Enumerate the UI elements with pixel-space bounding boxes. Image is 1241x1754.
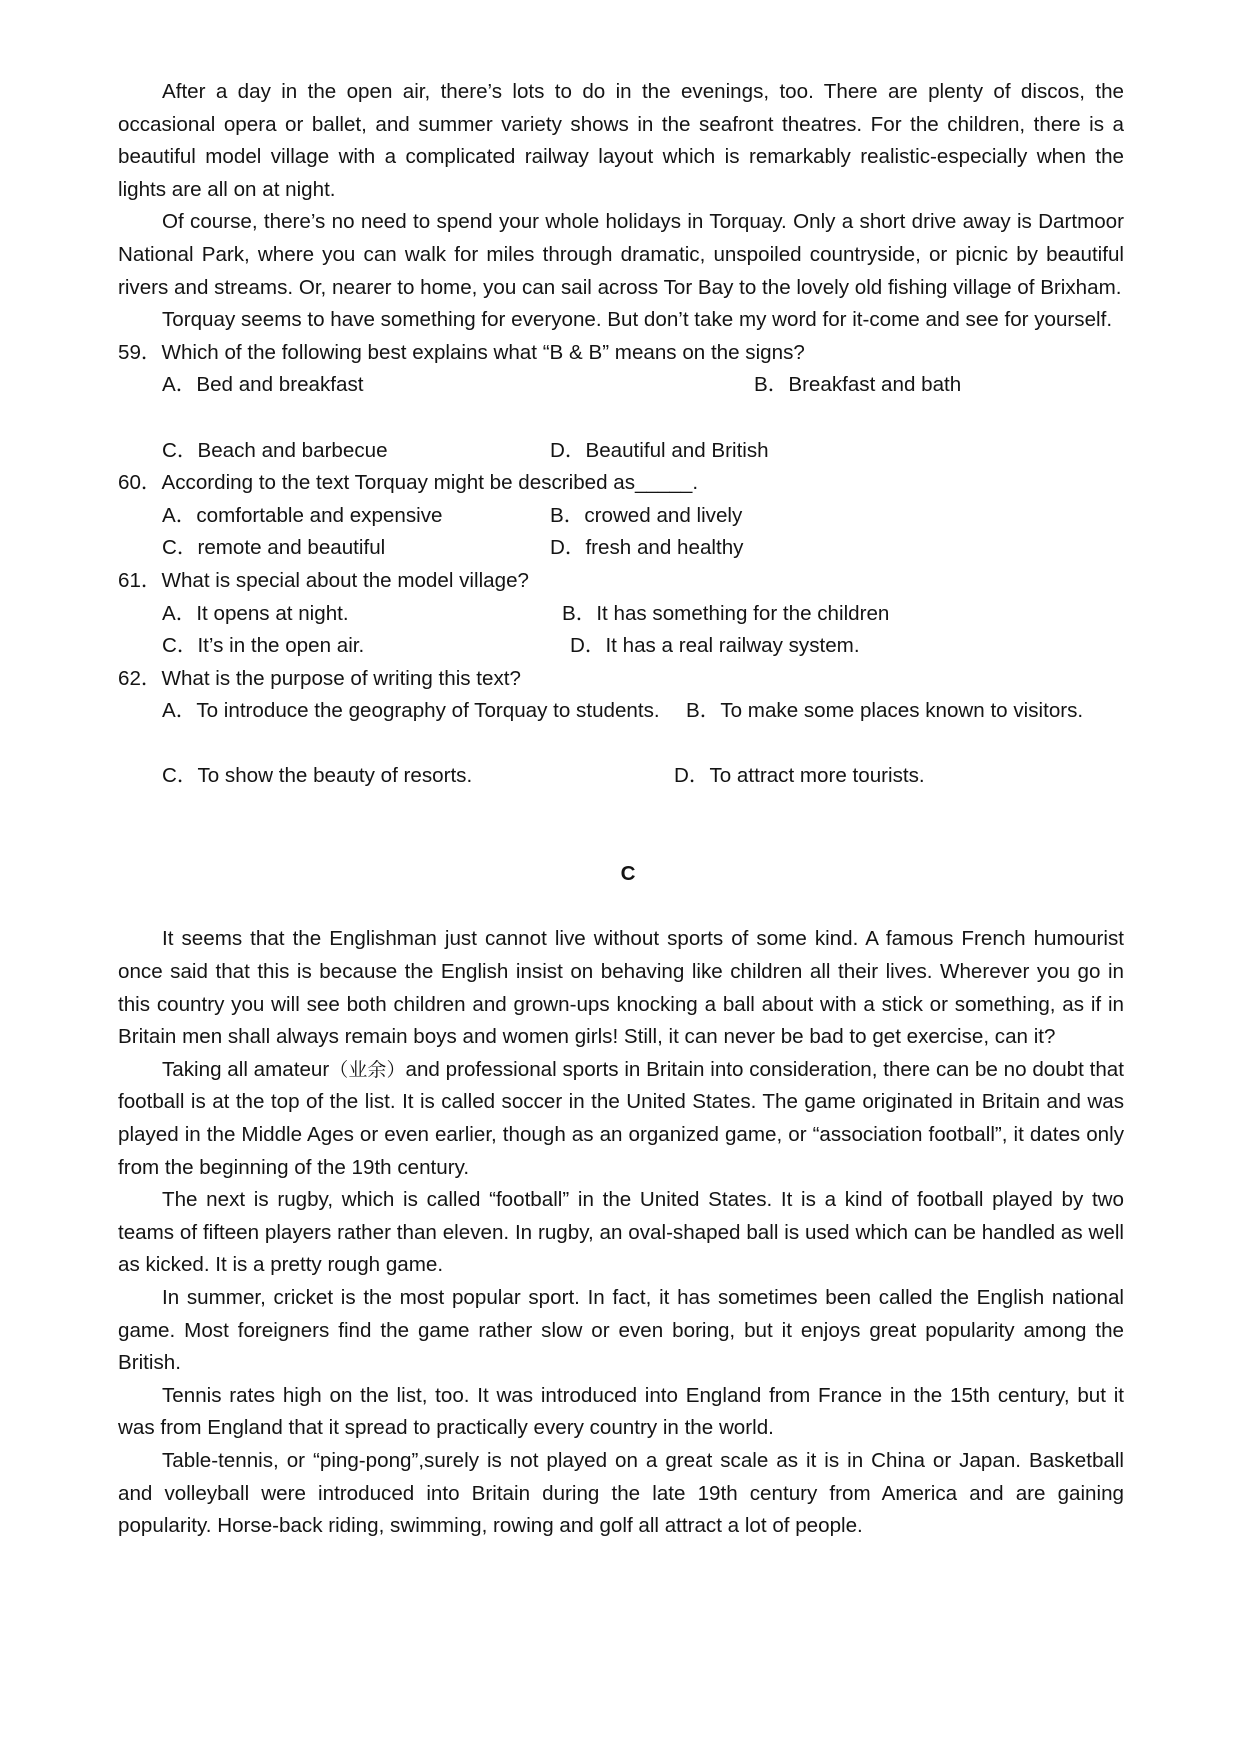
text-run: and professional sports in Britain into consideration, there can be no doubt that football is at the top of the list. It is called soccer in the United States. The game originated in Britain and was played in the Middle Ages or even earlier, though as an organized game, or “association football”, it dates only from the beginning of the 19th century. [118,1057,1124,1179]
question-number: 59． [118,340,162,364]
paragraph-englishman-sports: It seems that the Englishman just cannot live without sports of some kind. A famous French humourist once said that this is because the English insist on behaving like children all their lives. Wherever you go in this country you will see both children and grown-ups knocking a ball about with a stick or something, as if in Britain men shall always remain boys and women girls! Still, it can never be bad to get exercise, can it? [118,927,1124,1049]
question-number: 60． [118,471,162,495]
option-b[interactable]: B．crowed and lively [550,503,743,527]
option-a[interactable]: A．comfortable and expensive [162,503,443,527]
option-a[interactable]: A．It opens at night. [162,601,349,625]
question-62 [118,663,1124,793]
spacer [118,891,1124,924]
option-b[interactable]: B．It has something for the children [562,601,890,625]
question-number: 61． [118,568,162,592]
options-row-cd [118,435,1124,468]
option-c[interactable]: C．It’s in the open air. [162,634,365,658]
paragraph-tennis: Tennis rates high on the list, too. It was introduced into England from France in the 15th century, but it was from England that it spread to practically every country in the world. [118,1383,1124,1440]
paragraph-evenings: After a day in the open air, there’s lots to do in the evenings, too. There are plenty of discos, the occasional opera or ballet, and summer variety shows in the seafront theatres. For the children, there is a beautiful model village with a complicated railway layout which is remarkably realistic-especially when the lights are all on at night. [118,80,1124,201]
paragraph-torquay-everyone: Torquay seems to have something for everyone. But don’t take my word for it-come and see for yourself. [162,308,1113,332]
document-page [118,76,1124,1543]
question-text: What is special about the model village? [161,568,529,592]
option-c[interactable]: C．Beach and barbecue [162,438,388,462]
chinese-gloss: （业余） [329,1058,406,1081]
paragraph-football [118,1054,1124,1184]
option-c[interactable]: C．remote and beautiful [162,536,386,560]
spacer [118,793,1124,826]
question-stem [118,337,1124,370]
question-60 [118,467,1124,565]
question-number: 62． [118,666,162,690]
options-row-cd [118,760,1124,793]
text-run: Taking all amateur [162,1057,330,1081]
question-stem [118,467,1124,500]
options-row-ab [118,369,1124,434]
options-row-ab [118,695,1124,760]
question-61 [118,565,1124,663]
paragraph-rugby: The next is rugby, which is called “football” in the United States. It is a kind of football played by two teams of fifteen players rather than eleven. In rugby, an oval-shaped ball is used which can be handled as well as kicked. It is a pretty rough game. [118,1188,1124,1277]
option-b[interactable]: B．To make some places known to visitors. [686,699,1084,723]
section-heading-c: C [620,862,636,886]
question-text: What is the purpose of writing this text? [161,666,521,690]
option-d[interactable]: D．It has a real railway system. [570,634,860,658]
options-row-ab [118,598,1124,631]
paragraph-table-tennis: Table-tennis, or “ping-pong”,surely is not played on a great scale as it is in China or Japan. Basketball and volleyball were introduced into Britain during the late 19th century from America and are gaining popularity. Horse-back riding, swimming, rowing and golf all attract a lot of people. [118,1448,1124,1538]
question-text: According to the text Torquay might be described as_____. [161,471,699,495]
question-stem [118,565,1124,598]
options-row-cd [118,630,1124,663]
options-row-ab [118,500,1124,533]
paragraph-cricket: In summer, cricket is the most popular sport. In fact, it has sometimes been called the English national game. Most foreigners find the game rather slow or even boring, but it enjoys great popularity among the British. [118,1285,1124,1375]
option-c[interactable]: C．To show the beauty of resorts. [162,764,473,788]
options-row-cd [118,532,1124,565]
question-stem [118,663,1124,696]
option-d[interactable]: D．Beautiful and British [550,438,769,462]
question-text: Which of the following best explains what “B & B” means on the signs? [161,340,805,364]
option-b[interactable]: B．Breakfast and bath [754,373,962,397]
option-a[interactable]: A．Bed and breakfast [162,373,364,397]
option-a[interactable]: A．To introduce the geography of Torquay to students. [162,699,660,723]
option-d[interactable]: D．To attract more tourists. [674,764,925,788]
paragraph-dartmoor: Of course, there’s no need to spend your whole holidays in Torquay. Only a short drive away is Dartmoor National Park, where you can walk for miles through dramatic, unspoiled countryside, or picnic by beautiful rivers and streams. Or, nearer to home, you can sail across Tor Bay to the lovely old fishing village of Brixham. [118,210,1124,299]
spacer [118,826,1124,859]
question-59 [118,337,1124,467]
option-d[interactable]: D．fresh and healthy [550,536,744,560]
